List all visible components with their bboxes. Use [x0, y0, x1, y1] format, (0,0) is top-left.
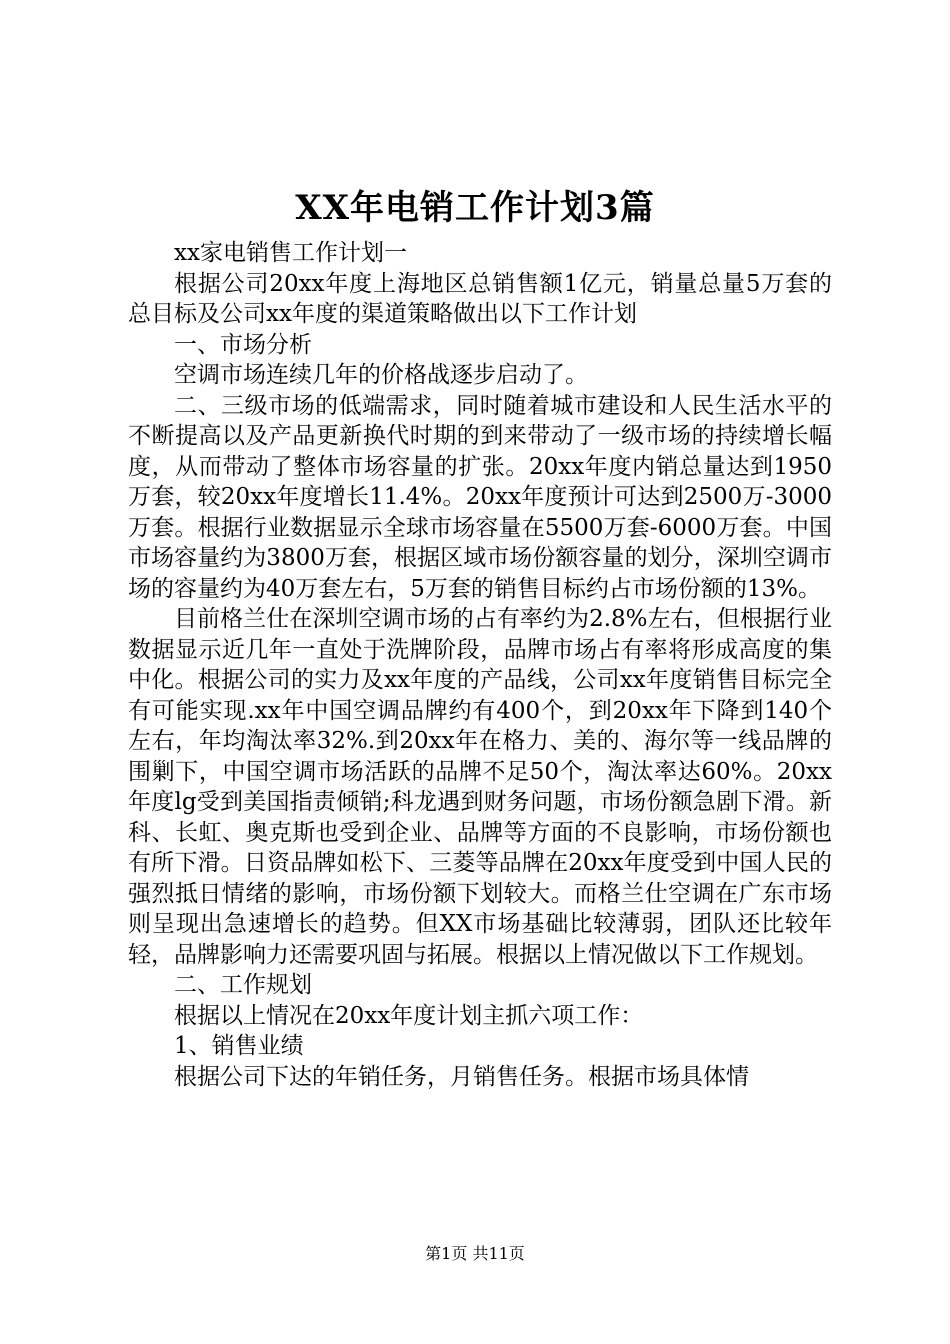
subsection-heading-sales: 1、销售业绩: [174, 1033, 304, 1059]
section-heading-market-analysis: 一、市场分析: [174, 331, 312, 358]
paragraph-sales-tasks: 根据公司下达的年销任务，月销售任务。根据市场具体情: [174, 1063, 749, 1090]
paragraph-market-capacity: 二、三级市场的低端需求，同时随着城市建设和人民生活水平的不断提高以及产品更新换代时期的到来带动了一级市场的持续增长幅度，从而带动了整体市场容量的扩张。20xx年度内销总量达到1950万套，较20xx年度增长11.4%。20xx年度预计可达到2500万-3000万套。根据行业数据显示全球市场容量在5500万套-6000万套。中国市场容量约为3800万套，根据区域市场份额容量的划分，深圳空调市场的容量约为40万套左右，5万套的销售目标约占市场份额的13%。: [128, 392, 832, 602]
paragraph-six-tasks: 根据以上情况在20xx年度计划主抓六项工作：: [174, 1002, 644, 1029]
paragraph-intro: 根据公司20xx年度上海地区总销售额1亿元，销量总量5万套的总目标及公司xx年度的渠道策略做出以下工作计划: [128, 270, 832, 327]
section-heading-work-plan: 二、工作规划: [174, 972, 312, 998]
paragraph-price-war: 空调市场连续几年的价格战逐步启动了。: [174, 362, 588, 388]
document-body: [128, 238, 832, 1092]
document-title: XX年电销工作计划3篇: [295, 188, 655, 228]
paragraph-brand-share: 目前格兰仕在深圳空调市场的占有率约为2.8%左右，但根据行业数据显示近几年一直处于洗牌阶段，品牌市场占有率将形成高度的集中化。根据公司的实力及xx年度的产品线，公司xx年度销售目标完全有可能实现.xx年中国空调品牌约有400个，到20xx年下降到140个左右，年均淘汰率32%.到20xx年在格力、美的、海尔等一线品牌的围剿下，中国空调市场活跃的品牌不足50个，淘汰率达60%。20xx年度lg受到美国指责倾销;科龙遇到财务问题，市场份额急剧下滑。新科、长虹、奥克斯也受到企业、品牌等方面的不良影响，市场份额也有所下滑。日资品牌如松下、三菱等品牌在20xx年度受到中国人民的强烈抵日情绪的影响，市场份额下划较大。而格兰仕空调在广东市场则呈现出急速增长的趋势。但XX市场基础比较薄弱，团队还比较年轻，品牌影响力还需要巩固与拓展。根据以上情况做以下工作规划。: [128, 606, 832, 968]
page-footer: 第1页 共11页: [425, 1244, 525, 1263]
paragraph-subtitle: xx家电销售工作计划一: [174, 240, 407, 266]
